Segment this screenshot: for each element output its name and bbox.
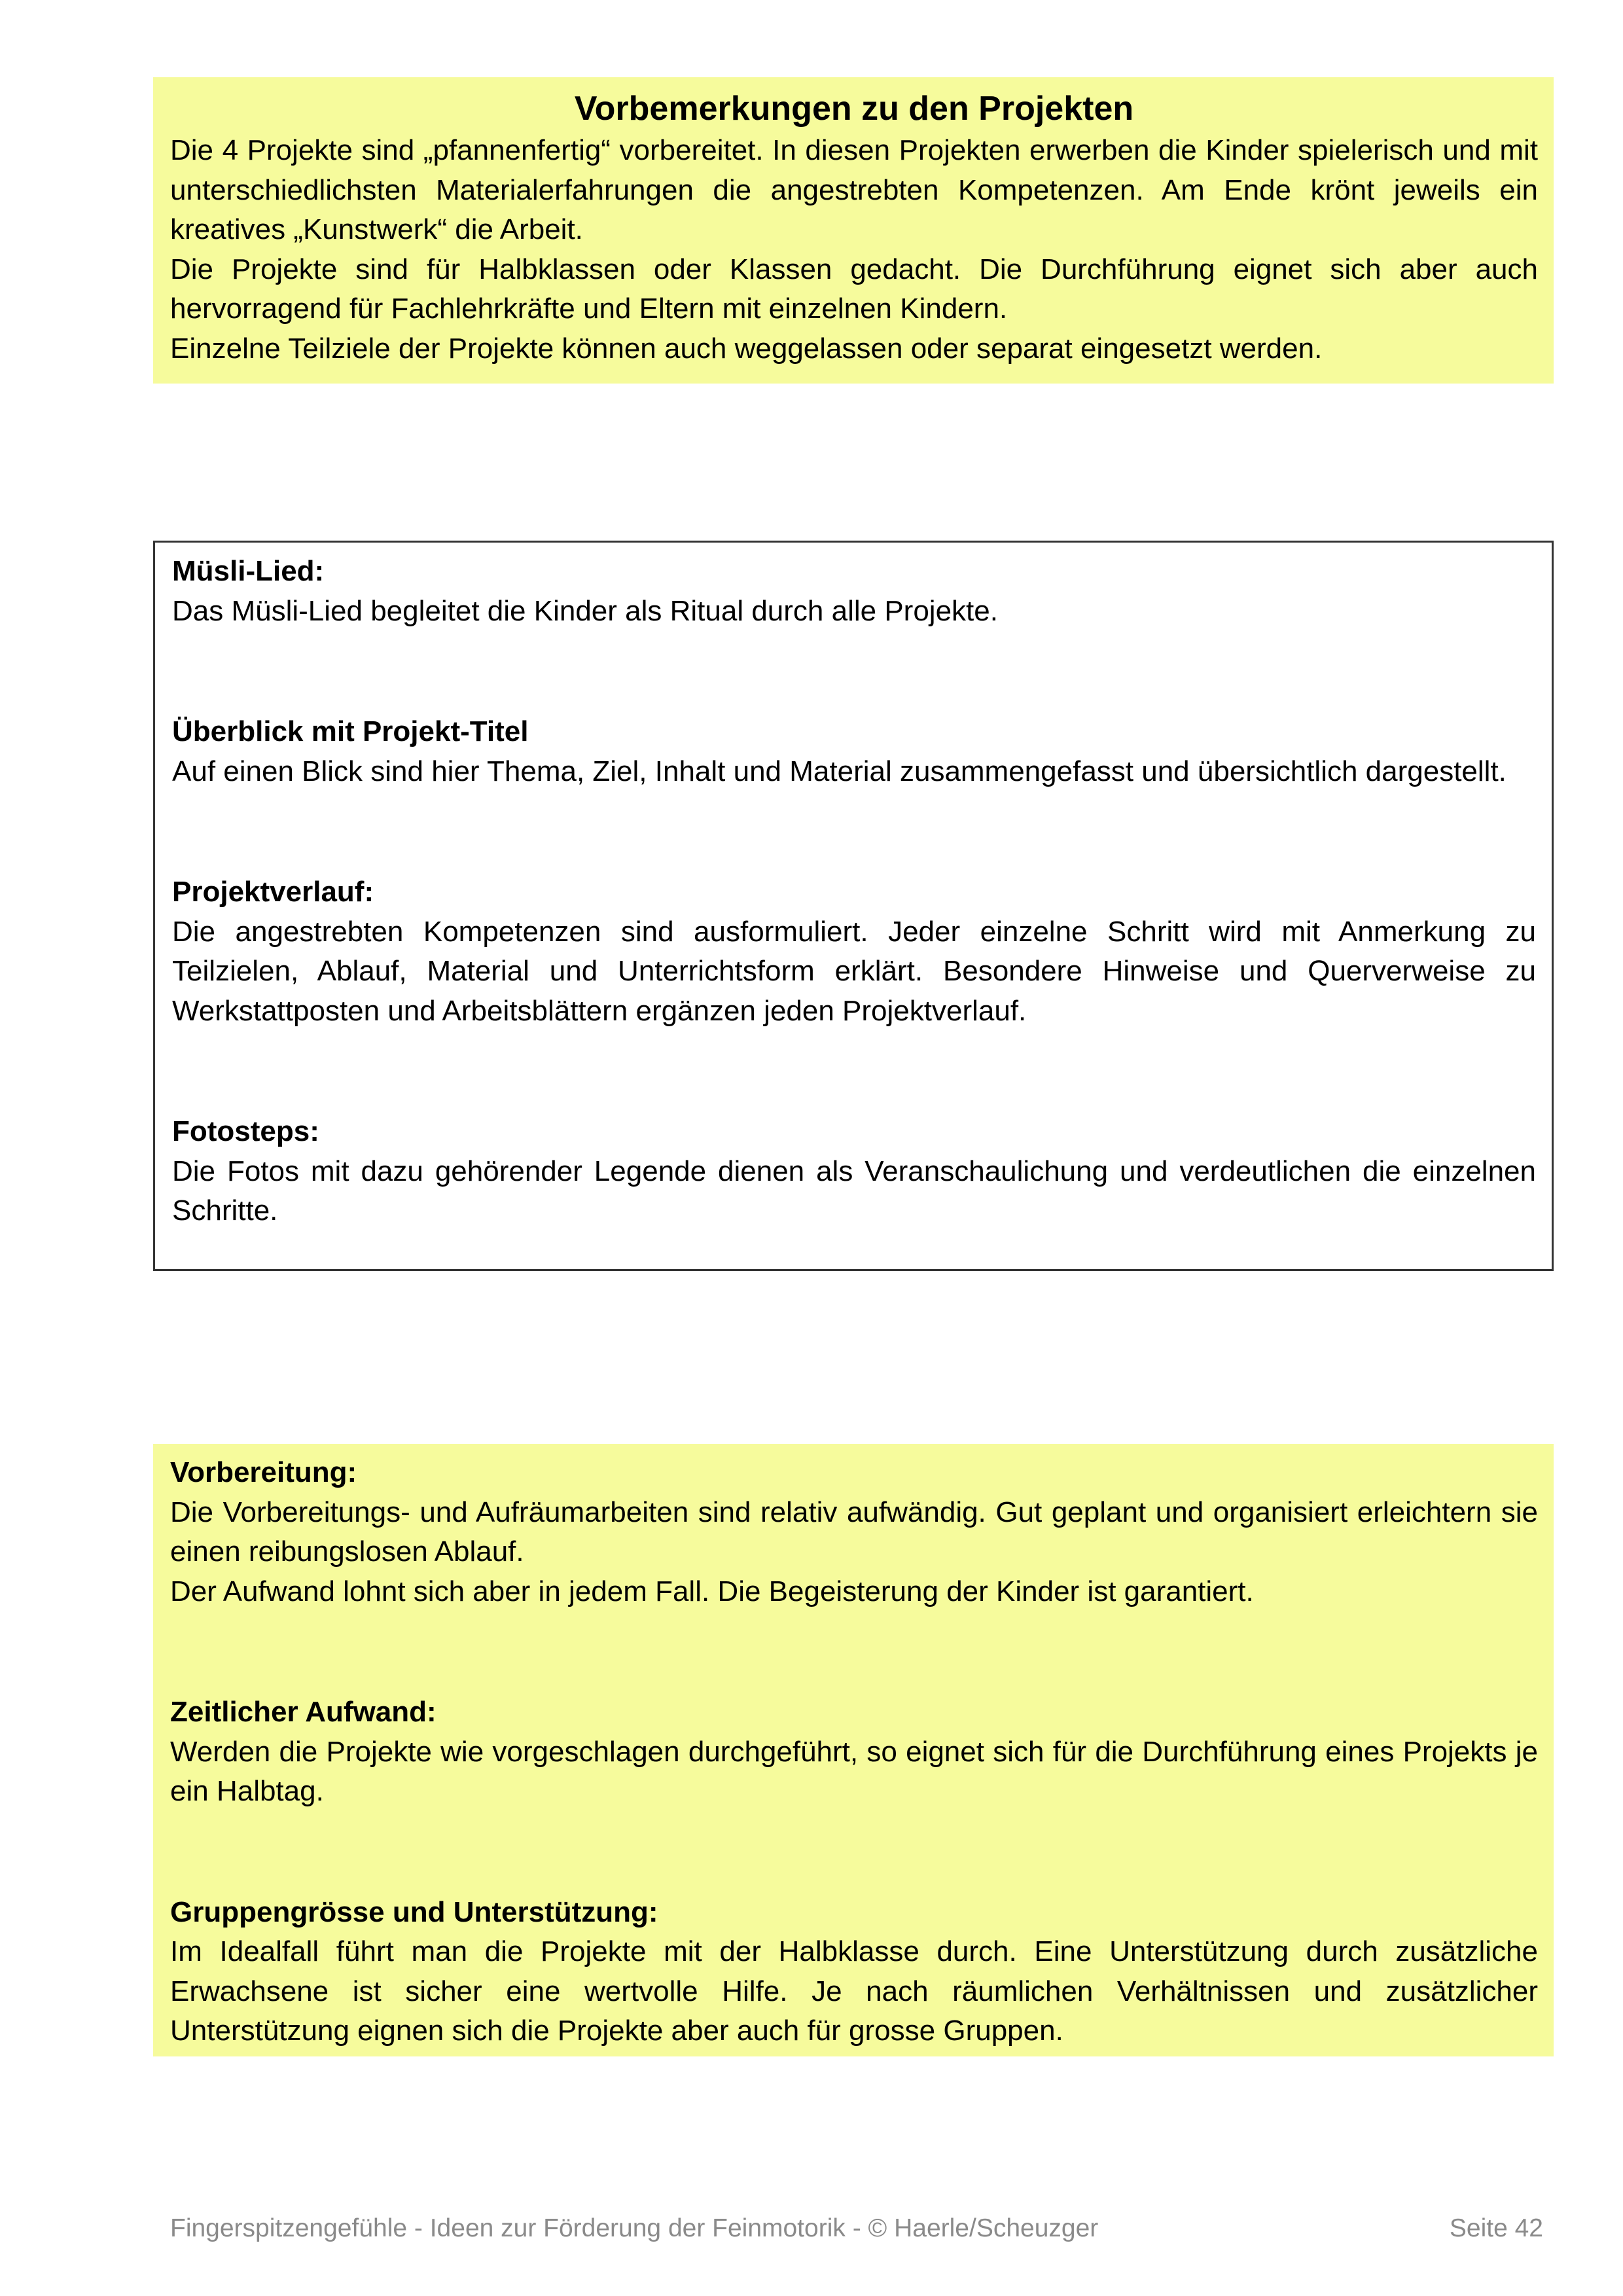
spacer xyxy=(172,631,1536,712)
components-box xyxy=(153,541,1554,1271)
component-heading: Projektverlauf: xyxy=(172,876,374,908)
section-title: Vorbemerkungen zu den Projekten xyxy=(574,90,1134,128)
page-number: Seite 42 xyxy=(1449,2214,1543,2242)
component-section-fotosteps xyxy=(172,1112,1536,1231)
organisation-text: Werden die Projekte wie vorgeschlagen durchgeführt, so eignet sich für die Durchführung eines Projekts je ein Halbtag. xyxy=(170,1735,1538,1807)
spacer xyxy=(172,791,1536,872)
component-heading: Müsli-Lied: xyxy=(172,555,325,587)
footer-credit: Fingerspitzengefühle - Ideen zur Förderung der Feinmotorik - © Haerle/Scheuzger xyxy=(170,2214,1099,2242)
component-text: Die angestrebten Kompetenzen sind ausformuliert. Jeder einzelne Schritt wird mit Anmerkung zu Teilzielen, Ablauf, Material und Unterrichtsform erklärt. Besondere Hinweise und Querverweise zu Werkstattposten und Arbeitsblättern ergänzen jeden Projektverlauf. xyxy=(172,915,1536,1027)
spacer xyxy=(172,1031,1536,1112)
component-text: Die Fotos mit dazu gehörender Legende dienen als Veranschaulichung und verdeutlichen die einzelnen Schritte. xyxy=(172,1155,1536,1227)
intro-box xyxy=(153,77,1554,384)
intro-paragraph: Die 4 Projekte sind „pfannenfertig“ vorbereitet. In diesen Projekten erwerben die Kinder spielerisch und mit unterschiedlichsten Materialerfahrungen die angestrebten Kompetenzen. Am Ende krönt jeweils ein kreatives „Kunstwerk“ die Arbeit. xyxy=(170,134,1538,245)
organisation-text: Der Aufwand lohnt sich aber in jedem Fall. Die Begeisterung der Kinder ist garantiert. xyxy=(170,1575,1254,1607)
component-section-ueberblick xyxy=(172,712,1536,791)
organisation-section-zeitlicher-aufwand xyxy=(170,1693,1538,1812)
component-section-projektverlauf xyxy=(172,872,1536,1031)
organisation-box xyxy=(153,1444,1554,2056)
organisation-heading: Gruppengrösse und Unterstützung: xyxy=(170,1895,658,1928)
spacer xyxy=(170,1611,1538,1693)
component-heading: Überblick mit Projekt-Titel xyxy=(172,715,529,747)
organisation-text: Die Vorbereitungs- und Aufräumarbeiten sind relativ aufwändig. Gut geplant und organisiert erleichtern sie einen reibungslosen Ablauf. xyxy=(170,1496,1538,1568)
spacer xyxy=(170,1812,1538,1893)
organisation-heading: Zeitlicher Aufwand: xyxy=(170,1696,437,1728)
intro-paragraph: Einzelne Teilziele der Projekte können auch weggelassen oder separat eingesetzt werden. xyxy=(170,332,1323,365)
component-heading: Fotosteps: xyxy=(172,1115,319,1147)
organisation-section-gruppengroesse xyxy=(170,1893,1538,2051)
component-section-muesli-lied xyxy=(172,552,1536,631)
organisation-heading: Vorbereitung: xyxy=(170,1456,357,1488)
organisation-text: Im Idealfall führt man die Projekte mit der Halbklasse durch. Eine Unterstützung durch zusätzliche Erwachsene ist sicher eine wertvolle Hilfe. Je nach räumlichen Verhältnissen und zusätzlicher Unterstützung eignen sich die Projekte aber auch für grosse Gruppen. xyxy=(170,1935,1538,2047)
organisation-section-vorbereitung xyxy=(170,1453,1538,1611)
intro-paragraph: Die Projekte sind für Halbklassen oder Klassen gedacht. Die Durchführung eignet sich aber auch hervorragend für Fachlehrkräfte und Eltern mit einzelnen Kindern. xyxy=(170,253,1538,325)
component-text: Auf einen Blick sind hier Thema, Ziel, Inhalt und Material zusammengefasst und übersichtlich dargestellt. xyxy=(172,755,1507,787)
component-text: Das Müsli-Lied begleitet die Kinder als Ritual durch alle Projekte. xyxy=(172,594,998,627)
